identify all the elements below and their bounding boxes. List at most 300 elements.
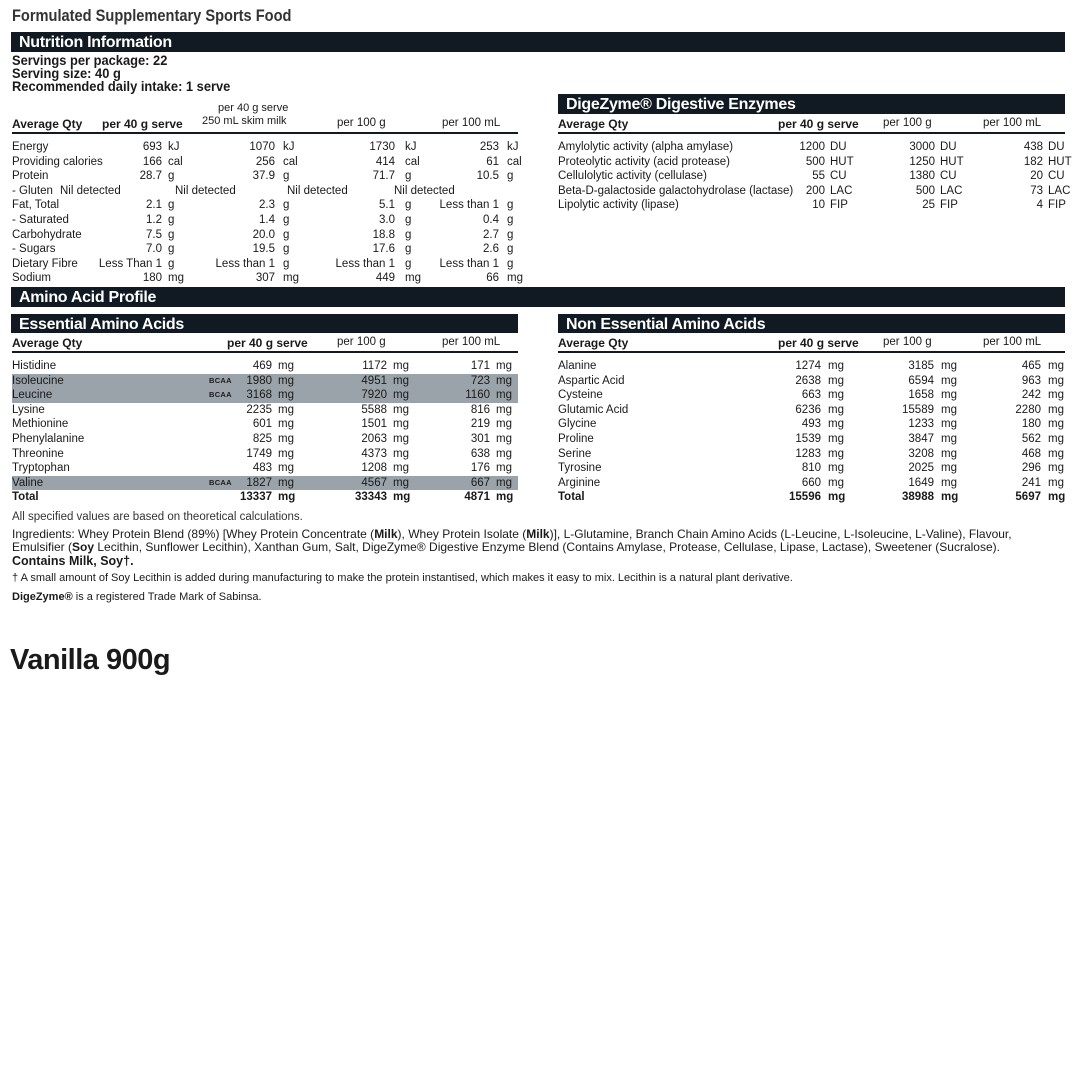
row-label: Amylolytic activity (alpha amylase) xyxy=(558,141,734,153)
trademark-rest: is a registered Trade Mark of Sabinsa. xyxy=(72,591,262,603)
unit: mg xyxy=(496,433,512,445)
table-row xyxy=(12,461,518,475)
table-row xyxy=(558,184,1071,198)
theoretical-note: All specified values are based on theoretical calculations. xyxy=(12,511,303,523)
unit: HUT xyxy=(830,155,854,168)
unit: CU xyxy=(940,170,957,183)
unit: mg xyxy=(507,272,523,285)
value: 1250 xyxy=(909,155,935,168)
col-header-per-100ml: per 100 mL xyxy=(983,336,1042,348)
unit: g xyxy=(405,214,412,226)
unit: DU xyxy=(830,141,847,153)
value: 241 xyxy=(1021,476,1041,489)
unit: CU xyxy=(1048,170,1065,183)
unit: mg xyxy=(496,476,512,489)
value: 1160 xyxy=(465,389,490,402)
text-value: Nil detected xyxy=(287,184,348,197)
value: 61 xyxy=(486,155,499,168)
unit: g xyxy=(507,170,514,183)
col-header-per-100g: per 100 g xyxy=(337,336,386,348)
value: 825 xyxy=(252,433,272,445)
value: 4567 xyxy=(361,476,387,489)
value: 438 xyxy=(1023,141,1043,153)
value: 20 xyxy=(1030,170,1043,183)
unit: kJ xyxy=(168,141,180,153)
value: 1.4 xyxy=(259,214,275,226)
unit: mg xyxy=(496,374,512,387)
table-row xyxy=(558,417,1065,431)
value: 15596 xyxy=(789,491,821,504)
value: 7.5 xyxy=(146,228,162,241)
row-label: Aspartic Acid xyxy=(558,374,625,387)
table-row xyxy=(12,271,523,285)
value: 2280 xyxy=(1015,403,1041,416)
allergen-soy: Soy xyxy=(72,539,95,554)
unit: mg xyxy=(941,360,957,372)
row-label: Glycine xyxy=(558,418,597,431)
unit: mg xyxy=(393,360,409,372)
unit: cal xyxy=(283,155,298,168)
value: 465 xyxy=(1021,360,1041,372)
non-essential-title: Non Essential Amino Acids xyxy=(566,316,766,333)
row-label: Alanine xyxy=(558,360,597,372)
value: 6236 xyxy=(795,403,821,416)
product-name: Vanilla 900g xyxy=(10,644,171,676)
bcaa-badge: BCAA xyxy=(209,477,232,487)
unit: mg xyxy=(496,462,512,475)
value: 2638 xyxy=(795,374,821,387)
col-header-per-serve-milk-1: per 40 g serve xyxy=(218,102,289,114)
value: 25 xyxy=(922,199,935,212)
essential-amino-table xyxy=(12,333,518,508)
unit: mg xyxy=(405,272,421,285)
table-row xyxy=(12,417,518,431)
table-row xyxy=(558,198,1065,212)
row-label: Cellulolytic activity (cellulase) xyxy=(558,170,707,183)
unit: g xyxy=(507,257,514,270)
value: 4 xyxy=(1036,199,1043,212)
value: 10 xyxy=(812,199,825,212)
unit: mg xyxy=(828,360,844,372)
unit: g xyxy=(283,228,290,241)
row-label: Proteolytic activity (acid protease) xyxy=(558,155,730,168)
value: 483 xyxy=(252,462,272,475)
unit: mg xyxy=(828,403,844,416)
value: 2.7 xyxy=(483,228,499,241)
unit: mg xyxy=(1048,476,1064,489)
value: 296 xyxy=(1021,462,1041,475)
value: 3168 xyxy=(246,389,272,402)
value: 5697 xyxy=(1015,491,1041,504)
table-row xyxy=(558,432,1065,446)
col-header-per-100ml: per 100 mL xyxy=(442,336,501,348)
unit: mg xyxy=(278,447,294,460)
value: 66 xyxy=(486,272,499,285)
value: 1208 xyxy=(361,462,387,475)
text-value: Nil detected xyxy=(394,184,455,197)
unit: mg xyxy=(1048,491,1066,504)
value: 2063 xyxy=(361,433,387,445)
col-header-average-qty: Average Qty xyxy=(12,117,83,131)
table-row xyxy=(12,432,518,446)
unit: mg xyxy=(278,462,294,475)
unit: mg xyxy=(278,374,294,387)
table-row xyxy=(558,476,1065,490)
unit: mg xyxy=(941,433,957,445)
unit: mg xyxy=(496,418,512,431)
value: 810 xyxy=(801,462,821,475)
value: 0.4 xyxy=(483,214,499,226)
ingredients-part-3: )], L-Glutamine, Branch Chain Amino Acids (L-Leucine, L-Isoleucine, L-Valine), Flavour, Emulsifier ( xyxy=(12,527,1012,554)
value: 1730 xyxy=(369,141,395,153)
unit: mg xyxy=(283,272,299,285)
value: 468 xyxy=(1021,447,1041,460)
unit: g xyxy=(405,243,412,256)
unit: CU xyxy=(830,170,847,183)
value: 1172 xyxy=(362,360,387,372)
dagger-note: † A small amount of Soy Lecithin is added during manufacturing to make the protein instantised, which makes it easy to mix. Lecithin is a natural plant derivative. xyxy=(12,572,793,584)
unit: mg xyxy=(1048,447,1064,460)
unit: mg xyxy=(828,389,844,402)
unit: mg xyxy=(828,433,844,445)
unit: DU xyxy=(1048,141,1065,153)
value: 5588 xyxy=(361,403,387,416)
table-row xyxy=(558,461,1065,475)
unit: mg xyxy=(278,418,294,431)
total-row xyxy=(558,490,1065,504)
unit: mg xyxy=(941,418,957,431)
unit: mg xyxy=(1048,360,1064,372)
row-label: Glutamic Acid xyxy=(558,403,629,416)
value: 3.0 xyxy=(379,214,395,226)
row-label: Fat, Total xyxy=(12,199,60,212)
unit: g xyxy=(168,214,175,226)
value: 1070 xyxy=(249,141,275,153)
value: 3185 xyxy=(908,360,934,372)
trademark-note xyxy=(12,590,1062,604)
unit: g xyxy=(507,243,514,256)
value: 19.5 xyxy=(252,243,275,256)
value: 4951 xyxy=(361,374,387,387)
unit: mg xyxy=(278,389,294,402)
value: 3208 xyxy=(908,447,934,460)
col-header-average-qty: Average Qty xyxy=(558,336,629,350)
unit: mg xyxy=(496,447,512,460)
unit: mg xyxy=(278,433,294,445)
value: 562 xyxy=(1021,433,1041,445)
value: 180 xyxy=(1021,418,1041,431)
value: 469 xyxy=(252,360,272,372)
value: 176 xyxy=(470,462,490,475)
value: 1658 xyxy=(908,389,934,402)
unit: mg xyxy=(828,491,846,504)
row-label: Lipolytic activity (lipase) xyxy=(558,199,679,212)
value: 171 xyxy=(470,360,490,372)
unit: kJ xyxy=(507,141,519,153)
value: 2235 xyxy=(246,403,272,416)
unit: mg xyxy=(393,462,409,475)
unit: mg xyxy=(941,491,959,504)
serving-size: Serving size: 40 g xyxy=(12,65,121,81)
non-essential-amino-table xyxy=(558,333,1065,508)
row-label: Tyrosine xyxy=(558,462,602,475)
row-label: Threonine xyxy=(12,447,64,460)
value: 200 xyxy=(805,184,825,197)
row-label: Tryptophan xyxy=(12,462,70,475)
unit: g xyxy=(168,257,175,270)
value: 180 xyxy=(142,272,162,285)
value: 693 xyxy=(142,141,162,153)
unit: mg xyxy=(941,374,957,387)
unit: mg xyxy=(828,418,844,431)
unit: mg xyxy=(393,447,409,460)
unit: mg xyxy=(1048,374,1064,387)
value: 2.6 xyxy=(483,243,499,256)
row-label: Valine xyxy=(12,476,44,489)
value: 15589 xyxy=(902,403,934,416)
value: 1980 xyxy=(246,374,272,387)
value: 5.1 xyxy=(379,199,395,212)
bcaa-badge: BCAA xyxy=(209,375,232,385)
unit: mg xyxy=(278,491,296,504)
col-header-per-100ml: per 100 mL xyxy=(442,117,501,129)
value: 2.3 xyxy=(259,199,275,212)
table-row xyxy=(12,242,518,256)
unit: FIP xyxy=(1048,199,1066,212)
servings-per-package: Servings per package: 22 xyxy=(12,52,168,68)
unit: DU xyxy=(940,141,957,153)
value: 4871 xyxy=(464,491,490,504)
enzymes-title-bar xyxy=(558,94,1065,114)
value: 500 xyxy=(805,155,825,168)
unit: mg xyxy=(393,403,409,416)
value: 10.5 xyxy=(476,170,499,183)
text-value: Nil detected xyxy=(60,184,121,197)
row-label: Histidine xyxy=(12,360,57,372)
unit: kJ xyxy=(405,141,417,153)
unit: g xyxy=(405,199,412,212)
essential-title-bar xyxy=(11,314,518,333)
row-label: Total xyxy=(558,491,585,504)
table-row xyxy=(12,403,518,417)
trademark-name: DigeZyme® xyxy=(12,591,73,603)
notes xyxy=(12,510,1062,604)
value: Less than 1 xyxy=(439,199,499,212)
row-label: Phenylalanine xyxy=(12,433,85,445)
unit: g xyxy=(507,228,514,241)
value: 1649 xyxy=(908,476,934,489)
table-row xyxy=(558,155,1072,169)
essential-title: Essential Amino Acids xyxy=(19,316,185,333)
col-header-per-serve: per 40 g serve xyxy=(778,336,859,350)
unit: cal xyxy=(405,155,420,168)
unit: g xyxy=(507,199,514,212)
value: 1274 xyxy=(795,360,821,372)
table-row xyxy=(558,169,1065,183)
value: 219 xyxy=(470,418,490,431)
unit: mg xyxy=(828,447,844,460)
total-row xyxy=(12,490,518,504)
unit: mg xyxy=(278,360,294,372)
value: 1.2 xyxy=(146,214,162,226)
unit: g xyxy=(405,170,412,183)
unit: mg xyxy=(828,462,844,475)
unit: mg xyxy=(941,476,957,489)
value: Less than 1 xyxy=(335,257,395,270)
nutrition-title-bar xyxy=(11,32,1065,52)
row-label: Cysteine xyxy=(558,389,603,402)
value: 55 xyxy=(812,170,825,183)
unit: FIP xyxy=(940,199,958,212)
value: 33343 xyxy=(355,491,387,504)
table-row xyxy=(12,184,518,198)
value: 3000 xyxy=(909,141,935,153)
value: 13337 xyxy=(240,491,272,504)
unit: mg xyxy=(168,272,184,285)
unit: mg xyxy=(496,389,512,402)
unit: mg xyxy=(278,476,294,489)
value: 38988 xyxy=(902,491,934,504)
servings-info xyxy=(12,54,230,93)
table-row xyxy=(12,169,518,183)
unit: kJ xyxy=(283,141,295,153)
value: 493 xyxy=(801,418,821,431)
table-row xyxy=(558,359,1065,373)
col-header-per-serve: per 40 g serve xyxy=(778,117,859,131)
unit: mg xyxy=(1048,403,1064,416)
row-label: Beta-D-galactoside galactohydrolase (lactase) xyxy=(558,184,794,197)
value: 4373 xyxy=(361,447,387,460)
col-header-per-100g: per 100 g xyxy=(883,336,932,348)
value: 18.8 xyxy=(372,228,395,241)
table-row xyxy=(12,359,518,373)
unit: g xyxy=(283,199,290,212)
value: 1283 xyxy=(795,447,821,460)
unit: LAC xyxy=(830,184,853,197)
value: 7.0 xyxy=(146,243,162,256)
value: 28.7 xyxy=(139,170,162,183)
unit: mg xyxy=(393,433,409,445)
table-row xyxy=(558,447,1065,461)
unit: mg xyxy=(278,403,294,416)
value: 182 xyxy=(1023,155,1043,168)
row-label: Total xyxy=(12,491,39,504)
non-essential-title-bar xyxy=(558,314,1065,333)
table-row xyxy=(558,403,1065,417)
value: 963 xyxy=(1021,374,1041,387)
value: 1380 xyxy=(909,170,935,183)
unit: mg xyxy=(393,418,409,431)
value: 20.0 xyxy=(252,228,275,241)
bcaa-badge: BCAA xyxy=(209,390,232,400)
unit: mg xyxy=(828,374,844,387)
allergen-milk-2: Milk xyxy=(526,527,550,541)
table-row xyxy=(12,213,518,227)
recommended-intake: Recommended daily intake: 1 serve xyxy=(12,78,231,94)
amino-title: Amino Acid Profile xyxy=(19,289,157,306)
value: 73 xyxy=(1030,184,1043,197)
table-row xyxy=(12,228,518,242)
value: 1827 xyxy=(246,476,272,489)
value: 723 xyxy=(470,374,490,387)
unit: mg xyxy=(1048,389,1064,402)
text-value: Nil detected xyxy=(175,184,236,197)
unit: g xyxy=(283,214,290,226)
value: 3847 xyxy=(908,433,934,445)
value: Less than 1 xyxy=(439,257,499,270)
unit: g xyxy=(168,170,175,183)
table-row xyxy=(12,155,522,169)
value: 1539 xyxy=(795,433,821,445)
unit: g xyxy=(168,228,175,241)
row-label: Serine xyxy=(558,447,592,460)
table-row xyxy=(12,388,518,402)
row-label: Methionine xyxy=(12,418,69,431)
header-rule xyxy=(12,351,518,353)
unit: mg xyxy=(393,374,409,387)
unit: cal xyxy=(507,155,522,168)
enzymes-title: DigeZyme® Digestive Enzymes xyxy=(566,96,796,113)
row-label: Lysine xyxy=(12,403,45,416)
col-header-per-100g: per 100 g xyxy=(337,117,386,129)
table-row xyxy=(12,198,518,212)
row-label: Dietary Fibre xyxy=(12,257,78,270)
value: 307 xyxy=(255,272,275,285)
row-label: Proline xyxy=(558,433,594,445)
allergen-milk: Milk xyxy=(374,527,398,541)
unit: g xyxy=(405,228,412,241)
row-label: Energy xyxy=(12,141,49,153)
unit: g xyxy=(168,243,175,256)
unit: HUT xyxy=(940,155,964,168)
value: 414 xyxy=(375,155,395,168)
value: 663 xyxy=(801,389,821,402)
value: 816 xyxy=(470,403,490,416)
value: 37.9 xyxy=(252,170,275,183)
row-label: Protein xyxy=(12,170,49,183)
value: Less than 1 xyxy=(215,257,275,270)
value: Less Than 1 xyxy=(98,257,162,270)
row-label: - Saturated xyxy=(12,214,69,226)
unit: g xyxy=(283,170,290,183)
value: 1200 xyxy=(799,141,825,153)
ingredients xyxy=(12,528,1062,553)
value: 71.7 xyxy=(372,170,395,183)
row-label: - Gluten xyxy=(12,184,53,197)
value: 242 xyxy=(1021,389,1041,402)
amino-title-bar xyxy=(11,287,1065,307)
unit: mg xyxy=(1048,433,1064,445)
unit: mg xyxy=(941,403,957,416)
row-label: Providing calories xyxy=(12,155,103,168)
unit: mg xyxy=(828,476,844,489)
unit: g xyxy=(283,257,290,270)
value: 667 xyxy=(470,476,490,489)
unit: g xyxy=(283,243,290,256)
row-label: Arginine xyxy=(558,476,601,489)
unit: LAC xyxy=(940,184,963,197)
header-rule xyxy=(12,132,518,134)
table-row xyxy=(558,140,1065,154)
value: 1501 xyxy=(361,418,387,431)
unit: g xyxy=(405,257,412,270)
value: 256 xyxy=(255,155,275,168)
table-row xyxy=(12,257,518,271)
ingredients-part-1: Ingredients: Whey Protein Blend (89%) [Whey Protein Concentrate ( xyxy=(12,527,375,541)
unit: FIP xyxy=(830,199,848,212)
row-label: Carbohydrate xyxy=(12,228,82,241)
value: 1749 xyxy=(246,447,272,460)
